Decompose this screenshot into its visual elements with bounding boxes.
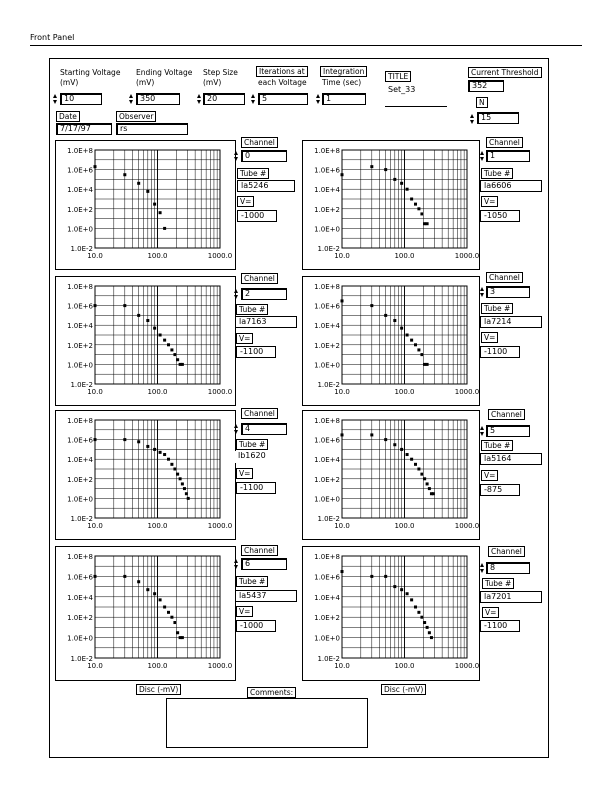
channel-input-ch8[interactable]: 8 bbox=[486, 562, 530, 574]
tube-label-ch8: Tube # bbox=[482, 578, 514, 589]
data-point bbox=[179, 477, 182, 480]
channel-label-ch4: Channel bbox=[241, 408, 278, 419]
x-tick-label: 10.0 bbox=[87, 252, 103, 260]
channel-label-ch3: Channel bbox=[486, 272, 523, 283]
voltage-label-ch2: V= bbox=[236, 333, 253, 344]
step-size-stepper[interactable] bbox=[197, 93, 202, 105]
data-point bbox=[420, 212, 423, 215]
tube-input-ch2[interactable]: la7163 bbox=[235, 316, 297, 328]
data-point bbox=[123, 575, 126, 578]
step-size-label-2: (mV) bbox=[203, 78, 222, 87]
voltage-label-ch5: V= bbox=[481, 470, 498, 481]
data-point bbox=[406, 334, 409, 337]
x-tick-label: 10.0 bbox=[87, 522, 103, 530]
y-tick-label: 1.0E-2 bbox=[317, 655, 340, 663]
x-tick-label: 10.0 bbox=[334, 522, 350, 530]
voltage-value-ch0: -1000 bbox=[237, 210, 277, 222]
observer-input[interactable]: rs bbox=[116, 123, 188, 135]
iterations-label-1: Iterations at bbox=[256, 66, 308, 77]
y-tick-label: 1.0E+2 bbox=[67, 205, 93, 214]
tube-label-ch1: Tube # bbox=[481, 168, 513, 179]
data-point bbox=[146, 588, 149, 591]
data-point bbox=[170, 463, 173, 466]
channel-stepper-ch6[interactable] bbox=[234, 558, 239, 570]
data-point bbox=[384, 168, 387, 171]
voltage-label-ch8: V= bbox=[482, 607, 499, 618]
plot-ch1 bbox=[302, 140, 487, 272]
voltage-label-ch6: V= bbox=[236, 606, 253, 617]
data-point bbox=[400, 588, 403, 591]
data-point bbox=[410, 458, 413, 461]
y-tick-label: 1.0E+0 bbox=[67, 495, 93, 504]
data-point bbox=[426, 363, 429, 366]
ending-voltage-label-2: (mV) bbox=[136, 78, 155, 87]
data-point bbox=[94, 575, 97, 578]
current-threshold-label: Current Threshold bbox=[468, 67, 542, 78]
y-tick-label: 1.0E+4 bbox=[67, 456, 93, 465]
y-tick-label: 1.0E+4 bbox=[67, 593, 93, 602]
data-point bbox=[426, 626, 429, 629]
n-label: N bbox=[476, 97, 488, 108]
data-point bbox=[414, 203, 417, 206]
tube-input-ch5[interactable]: la5164 bbox=[480, 453, 542, 465]
x-tick-label: 1000.0 bbox=[207, 662, 233, 670]
data-point bbox=[410, 339, 413, 342]
y-tick-label: 1.0E+6 bbox=[314, 436, 340, 445]
starting-voltage-stepper[interactable] bbox=[53, 93, 58, 105]
data-point bbox=[170, 616, 173, 619]
y-tick-label: 1.0E+6 bbox=[67, 302, 93, 311]
data-point bbox=[393, 443, 396, 446]
x-tick-label: 100.0 bbox=[394, 662, 415, 670]
y-tick-label: 1.0E+6 bbox=[314, 166, 340, 175]
data-point bbox=[423, 621, 426, 624]
channel-input-ch3[interactable]: 3 bbox=[486, 286, 530, 298]
x-tick-label: 1000.0 bbox=[454, 522, 480, 530]
date-input[interactable]: 7/17/97 bbox=[56, 123, 112, 135]
data-point bbox=[123, 438, 126, 441]
data-point bbox=[420, 473, 423, 476]
y-tick-label: 1.0E-2 bbox=[317, 245, 340, 253]
data-point bbox=[181, 363, 184, 366]
data-point bbox=[94, 165, 97, 168]
data-point bbox=[176, 631, 179, 634]
channel-stepper-ch5[interactable] bbox=[480, 425, 485, 437]
data-point bbox=[94, 304, 97, 307]
data-point bbox=[153, 203, 156, 206]
data-point bbox=[167, 343, 170, 346]
n-stepper[interactable] bbox=[470, 113, 475, 125]
data-point bbox=[384, 575, 387, 578]
integration-time-stepper[interactable] bbox=[316, 93, 321, 105]
x-tick-label: 10.0 bbox=[87, 388, 103, 396]
data-point bbox=[400, 448, 403, 451]
data-point bbox=[137, 440, 140, 443]
voltage-value-ch3: -1100 bbox=[480, 346, 520, 358]
data-point bbox=[420, 353, 423, 356]
data-point bbox=[163, 606, 166, 609]
data-point bbox=[384, 314, 387, 317]
x-tick-label: 10.0 bbox=[334, 388, 350, 396]
data-point bbox=[159, 451, 162, 454]
comments-textarea[interactable] bbox=[166, 698, 368, 748]
tube-label-ch5: Tube # bbox=[481, 440, 513, 451]
header-divider bbox=[30, 45, 582, 46]
date-label: Date bbox=[56, 111, 80, 122]
channel-input-ch4[interactable]: 4 bbox=[241, 423, 287, 435]
y-tick-label: 1.0E+8 bbox=[314, 553, 340, 561]
data-point bbox=[170, 348, 173, 351]
data-point bbox=[341, 433, 344, 436]
data-point bbox=[341, 299, 344, 302]
x-tick-label: 100.0 bbox=[147, 662, 168, 670]
y-tick-label: 1.0E-2 bbox=[70, 245, 93, 253]
starting-voltage-label-1: Starting Voltage bbox=[60, 68, 121, 77]
y-tick-label: 1.0E+8 bbox=[314, 147, 340, 155]
y-tick-label: 1.0E+0 bbox=[314, 225, 340, 234]
channel-stepper-ch3[interactable] bbox=[480, 286, 485, 298]
observer-label: Observer bbox=[116, 111, 156, 122]
current-threshold-value: 352 bbox=[468, 80, 504, 92]
x-tick-label: 10.0 bbox=[334, 662, 350, 670]
x-tick-label: 100.0 bbox=[394, 388, 415, 396]
data-point bbox=[417, 207, 420, 210]
iterations-input[interactable]: 5 bbox=[258, 93, 308, 105]
x-tick-label: 1000.0 bbox=[454, 252, 480, 260]
tube-label-ch2: Tube # bbox=[236, 304, 268, 315]
y-tick-label: 1.0E+6 bbox=[314, 573, 340, 582]
starting-voltage-label-2: (mV) bbox=[60, 78, 79, 87]
x-tick-label: 10.0 bbox=[87, 662, 103, 670]
data-point bbox=[183, 487, 186, 490]
data-point bbox=[181, 482, 184, 485]
data-point bbox=[137, 580, 140, 583]
voltage-value-ch2: -1100 bbox=[236, 346, 276, 358]
step-size-label-1: Step Size bbox=[203, 68, 238, 77]
y-tick-label: 1.0E+2 bbox=[314, 205, 340, 214]
y-tick-label: 1.0E+2 bbox=[314, 475, 340, 484]
voltage-label-ch3: V= bbox=[481, 332, 498, 343]
data-point bbox=[384, 438, 387, 441]
y-tick-label: 1.0E+2 bbox=[67, 475, 93, 484]
data-point bbox=[176, 473, 179, 476]
channel-stepper-ch4[interactable] bbox=[234, 423, 239, 435]
y-tick-label: 1.0E+0 bbox=[67, 361, 93, 370]
tube-input-ch8[interactable]: la7201 bbox=[480, 591, 542, 603]
plot-ch4 bbox=[55, 410, 240, 542]
tube-label-ch6: Tube # bbox=[236, 576, 268, 587]
data-point bbox=[181, 636, 184, 639]
starting-voltage-input[interactable]: 10 bbox=[60, 93, 102, 105]
channel-label-ch2: Channel bbox=[241, 273, 278, 284]
iterations-stepper[interactable] bbox=[251, 93, 256, 105]
channel-input-ch0[interactable]: 0 bbox=[241, 150, 287, 162]
x-tick-label: 100.0 bbox=[147, 388, 168, 396]
data-point bbox=[159, 598, 162, 601]
x-tick-label: 100.0 bbox=[394, 252, 415, 260]
data-point bbox=[417, 468, 420, 471]
data-point bbox=[414, 343, 417, 346]
n-input[interactable]: 15 bbox=[477, 112, 519, 124]
data-point bbox=[159, 211, 162, 214]
plot-ch8 bbox=[302, 546, 487, 682]
voltage-value-ch1: -1050 bbox=[480, 210, 520, 222]
x-tick-label: 1000.0 bbox=[207, 252, 233, 260]
y-tick-label: 1.0E+4 bbox=[67, 186, 93, 195]
title-input[interactable]: Set_33 bbox=[385, 85, 447, 107]
data-point bbox=[417, 611, 420, 614]
y-tick-label: 1.0E+4 bbox=[67, 322, 93, 331]
data-point bbox=[406, 453, 409, 456]
data-point bbox=[414, 463, 417, 466]
data-point bbox=[341, 570, 344, 573]
ending-voltage-input[interactable]: 350 bbox=[136, 93, 180, 105]
data-point bbox=[406, 592, 409, 595]
data-point bbox=[153, 592, 156, 595]
data-point bbox=[406, 188, 409, 191]
channel-input-ch6[interactable]: 6 bbox=[241, 558, 287, 570]
y-tick-label: 1.0E+8 bbox=[67, 417, 93, 425]
plot-ch3 bbox=[302, 276, 487, 408]
data-point bbox=[414, 606, 417, 609]
data-point bbox=[163, 227, 166, 230]
y-tick-label: 1.0E+0 bbox=[314, 361, 340, 370]
integration-time-input[interactable]: 1 bbox=[322, 93, 366, 105]
voltage-label-ch1: V= bbox=[481, 196, 498, 207]
y-tick-label: 1.0E+6 bbox=[67, 436, 93, 445]
data-point bbox=[94, 438, 97, 441]
data-point bbox=[370, 304, 373, 307]
integration-time-label-2: Time (sec) bbox=[322, 78, 362, 87]
data-point bbox=[428, 631, 431, 634]
data-point bbox=[430, 636, 433, 639]
tube-input-ch4[interactable]: lb1620 bbox=[235, 451, 293, 463]
data-point bbox=[426, 222, 429, 225]
tube-label-ch0: Tube # bbox=[237, 168, 269, 179]
y-tick-label: 1.0E+6 bbox=[67, 573, 93, 582]
data-point bbox=[426, 482, 429, 485]
step-size-input[interactable]: 20 bbox=[203, 93, 245, 105]
y-tick-label: 1.0E-2 bbox=[70, 515, 93, 523]
data-point bbox=[393, 319, 396, 322]
data-point bbox=[123, 304, 126, 307]
data-point bbox=[417, 348, 420, 351]
data-point bbox=[163, 339, 166, 342]
channel-label-ch0: Channel bbox=[241, 137, 278, 148]
tube-input-ch3[interactable]: la7214 bbox=[480, 316, 542, 328]
data-point bbox=[153, 448, 156, 451]
channel-label-ch1: Channel bbox=[486, 137, 523, 148]
channel-label-ch5: Channel bbox=[488, 409, 525, 420]
x-tick-label: 1000.0 bbox=[207, 388, 233, 396]
voltage-value-ch8: -1100 bbox=[480, 620, 520, 632]
channel-stepper-ch2[interactable] bbox=[234, 288, 239, 300]
data-point bbox=[423, 477, 426, 480]
data-point bbox=[370, 165, 373, 168]
data-point bbox=[432, 492, 435, 495]
voltage-label-ch4: V= bbox=[236, 468, 253, 479]
plot-ch2 bbox=[55, 276, 240, 408]
data-point bbox=[341, 173, 344, 176]
y-tick-label: 1.0E+4 bbox=[314, 186, 340, 195]
channel-input-ch1[interactable]: 1 bbox=[486, 150, 530, 162]
voltage-label-ch0: V= bbox=[237, 196, 254, 207]
x-tick-label: 100.0 bbox=[394, 522, 415, 530]
data-point bbox=[146, 445, 149, 448]
data-point bbox=[400, 327, 403, 330]
data-point bbox=[173, 621, 176, 624]
y-tick-label: 1.0E+2 bbox=[67, 341, 93, 350]
data-point bbox=[146, 319, 149, 322]
data-point bbox=[410, 598, 413, 601]
plot-ch5 bbox=[302, 410, 487, 542]
y-tick-label: 1.0E+0 bbox=[67, 634, 93, 643]
integration-time-label-1: Integration bbox=[320, 66, 367, 77]
y-tick-label: 1.0E+8 bbox=[314, 417, 340, 425]
data-point bbox=[393, 585, 396, 588]
plot-ch0 bbox=[55, 140, 240, 272]
comments-label: Comments: bbox=[247, 687, 296, 698]
y-tick-label: 1.0E+0 bbox=[314, 634, 340, 643]
voltage-value-ch4: -1100 bbox=[236, 482, 276, 494]
y-tick-label: 1.0E+8 bbox=[67, 553, 93, 561]
data-point bbox=[185, 492, 188, 495]
voltage-value-ch6: -1000 bbox=[236, 620, 276, 632]
data-point bbox=[137, 314, 140, 317]
y-tick-label: 1.0E+6 bbox=[314, 302, 340, 311]
y-tick-label: 1.0E+4 bbox=[314, 456, 340, 465]
x-tick-label: 10.0 bbox=[334, 252, 350, 260]
data-point bbox=[370, 575, 373, 578]
tube-label-ch4: Tube # bbox=[236, 439, 268, 450]
y-tick-label: 1.0E+8 bbox=[314, 283, 340, 291]
ending-voltage-label-1: Ending Voltage bbox=[136, 68, 193, 77]
y-tick-label: 1.0E+2 bbox=[314, 341, 340, 350]
tube-input-ch1[interactable]: la6606 bbox=[480, 180, 542, 192]
channel-stepper-ch8[interactable] bbox=[480, 562, 485, 574]
y-tick-label: 1.0E+4 bbox=[314, 322, 340, 331]
data-point bbox=[370, 433, 373, 436]
data-point bbox=[410, 198, 413, 201]
y-tick-label: 1.0E+8 bbox=[67, 283, 93, 291]
x-tick-label: 1000.0 bbox=[454, 388, 480, 396]
y-tick-label: 1.0E+0 bbox=[314, 495, 340, 504]
ending-voltage-stepper[interactable] bbox=[129, 93, 134, 105]
plot-ch6 bbox=[55, 546, 240, 682]
channel-stepper-ch0[interactable] bbox=[234, 150, 239, 162]
data-point bbox=[153, 327, 156, 330]
data-point bbox=[420, 616, 423, 619]
data-point bbox=[187, 497, 190, 500]
data-point bbox=[163, 453, 166, 456]
data-point bbox=[146, 190, 149, 193]
data-point bbox=[176, 358, 179, 361]
data-point bbox=[428, 487, 431, 490]
data-point bbox=[123, 173, 126, 176]
data-point bbox=[173, 353, 176, 356]
data-point bbox=[393, 178, 396, 181]
channel-stepper-ch1[interactable] bbox=[480, 150, 485, 162]
data-point bbox=[400, 182, 403, 185]
data-point bbox=[137, 182, 140, 185]
y-tick-label: 1.0E+0 bbox=[67, 225, 93, 234]
x-axis-label-left: Disc (-mV) bbox=[136, 684, 181, 695]
x-tick-label: 100.0 bbox=[147, 252, 168, 260]
x-axis-label-right: Disc (-mV) bbox=[381, 684, 426, 695]
tube-label-ch3: Tube # bbox=[481, 303, 513, 314]
channel-label-ch8: Channel bbox=[488, 546, 525, 557]
window-title: Front Panel bbox=[30, 33, 75, 42]
tube-input-ch0[interactable]: la5246 bbox=[237, 180, 295, 192]
x-tick-label: 100.0 bbox=[147, 522, 168, 530]
voltage-value-ch5: -875 bbox=[480, 484, 520, 496]
title-label: TITLE bbox=[385, 71, 411, 82]
tube-input-ch6[interactable]: la5437 bbox=[235, 590, 297, 602]
y-tick-label: 1.0E+6 bbox=[67, 166, 93, 175]
y-tick-label: 1.0E-2 bbox=[317, 515, 340, 523]
iterations-label-2: each Voltage bbox=[258, 78, 307, 87]
y-tick-label: 1.0E+2 bbox=[67, 614, 93, 623]
x-tick-label: 1000.0 bbox=[454, 662, 480, 670]
y-tick-label: 1.0E-2 bbox=[70, 381, 93, 389]
y-tick-label: 1.0E-2 bbox=[70, 655, 93, 663]
data-point bbox=[173, 468, 176, 471]
data-point bbox=[167, 611, 170, 614]
data-point bbox=[167, 458, 170, 461]
y-tick-label: 1.0E-2 bbox=[317, 381, 340, 389]
channel-label-ch6: Channel bbox=[241, 545, 278, 556]
channel-input-ch5[interactable]: 5 bbox=[486, 425, 530, 437]
x-tick-label: 1000.0 bbox=[207, 522, 233, 530]
channel-input-ch2[interactable]: 2 bbox=[241, 288, 287, 300]
y-tick-label: 1.0E+4 bbox=[314, 593, 340, 602]
y-tick-label: 1.0E+2 bbox=[314, 614, 340, 623]
y-tick-label: 1.0E+8 bbox=[67, 147, 93, 155]
data-point bbox=[159, 334, 162, 337]
